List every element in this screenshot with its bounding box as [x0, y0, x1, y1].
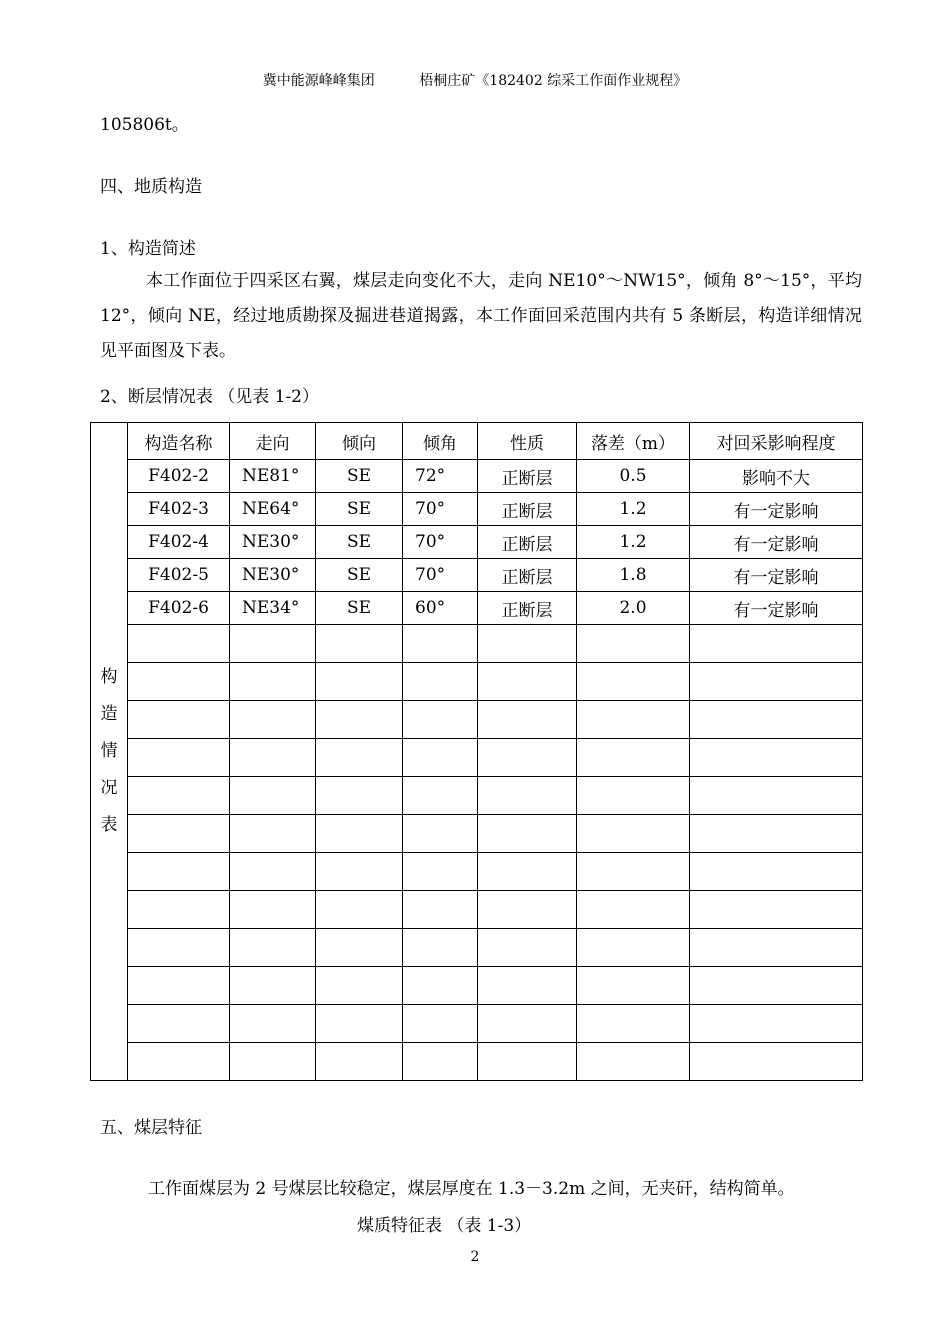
cell-strike: NE34°: [230, 592, 316, 625]
empty-cell: [690, 1005, 863, 1043]
empty-table-row: [91, 891, 863, 929]
empty-cell: [478, 663, 577, 701]
empty-cell: [230, 739, 316, 777]
side-label-char: 情: [100, 741, 118, 761]
cell-structure-name: F402-2: [128, 460, 230, 493]
side-label-char: 构: [100, 667, 118, 687]
empty-cell: [577, 625, 690, 663]
empty-cell: [478, 853, 577, 891]
empty-table-row: [91, 929, 863, 967]
subsection-heading-structure: 1、构造简述: [100, 239, 196, 259]
table-row: [91, 526, 863, 559]
empty-cell: [128, 1005, 230, 1043]
empty-cell: [128, 929, 230, 967]
empty-cell: [230, 891, 316, 929]
empty-cell: [316, 701, 403, 739]
empty-cell: [230, 701, 316, 739]
empty-table-row: [91, 777, 863, 815]
empty-cell: [230, 663, 316, 701]
empty-cell: [316, 853, 403, 891]
empty-table-row: [91, 663, 863, 701]
empty-table-row: [91, 967, 863, 1005]
empty-cell: [690, 663, 863, 701]
empty-cell: [230, 853, 316, 891]
empty-cell: [690, 967, 863, 1005]
cell-dip-angle: 72°: [403, 460, 478, 493]
empty-cell: [577, 777, 690, 815]
fault-table: [90, 422, 863, 1081]
empty-cell: [128, 815, 230, 853]
cell-nature: 正断层: [478, 592, 577, 625]
cell-strike: NE30°: [230, 559, 316, 592]
empty-cell: [230, 1043, 316, 1081]
empty-cell: [128, 853, 230, 891]
cell-dip-direction: SE: [316, 493, 403, 526]
cell-dip-direction: SE: [316, 526, 403, 559]
empty-cell: [478, 739, 577, 777]
cell-dip-angle: 70°: [403, 493, 478, 526]
coal-seam-paragraph: 工作面煤层为 2 号煤层比较稳定，煤层厚度在 1.3－3.2m 之间，无夹矸，结构简单。: [148, 1179, 795, 1199]
col-header-throw: 落差（m）: [577, 423, 690, 460]
cell-throw: 2.0: [577, 592, 690, 625]
empty-cell: [577, 853, 690, 891]
empty-cell: [478, 625, 577, 663]
empty-cell: [230, 967, 316, 1005]
cell-impact: 有一定影响: [690, 559, 863, 592]
cell-strike: NE81°: [230, 460, 316, 493]
col-header-impact: 对回采影响程度: [690, 423, 863, 460]
empty-cell: [478, 777, 577, 815]
table-row: [91, 460, 863, 493]
cell-structure-name: F402-6: [128, 592, 230, 625]
empty-cell: [403, 663, 478, 701]
empty-cell: [403, 929, 478, 967]
side-label-char: 表: [100, 815, 118, 835]
empty-cell: [403, 1005, 478, 1043]
empty-cell: [577, 739, 690, 777]
empty-cell: [577, 663, 690, 701]
cell-dip-direction: SE: [316, 592, 403, 625]
empty-table-row: [91, 815, 863, 853]
empty-cell: [230, 625, 316, 663]
empty-cell: [128, 625, 230, 663]
empty-cell: [577, 1005, 690, 1043]
empty-cell: [316, 625, 403, 663]
cell-throw: 1.2: [577, 493, 690, 526]
empty-cell: [690, 853, 863, 891]
side-label-char: 造: [100, 704, 118, 724]
table-row: [91, 592, 863, 625]
empty-cell: [403, 967, 478, 1005]
col-header-structure-name: 构造名称: [128, 423, 230, 460]
empty-cell: [316, 815, 403, 853]
empty-cell: [316, 1005, 403, 1043]
empty-cell: [230, 815, 316, 853]
empty-cell: [690, 777, 863, 815]
empty-cell: [316, 739, 403, 777]
empty-cell: [403, 853, 478, 891]
empty-cell: [316, 929, 403, 967]
empty-cell: [403, 777, 478, 815]
continuation-text: 105806t。: [100, 115, 189, 135]
fault-table-side-label: [91, 423, 128, 1081]
empty-cell: [478, 891, 577, 929]
cell-dip-angle: 70°: [403, 559, 478, 592]
empty-table-row: [91, 1043, 863, 1081]
cell-nature: 正断层: [478, 559, 577, 592]
cell-structure-name: F402-4: [128, 526, 230, 559]
empty-cell: [577, 701, 690, 739]
cell-strike: NE64°: [230, 493, 316, 526]
empty-cell: [690, 815, 863, 853]
page-number: 2: [470, 1249, 480, 1265]
cell-impact: 影响不大: [690, 460, 863, 493]
empty-cell: [316, 777, 403, 815]
cell-throw: 1.8: [577, 559, 690, 592]
empty-cell: [478, 929, 577, 967]
empty-cell: [478, 1043, 577, 1081]
structure-paragraph: 本工作面位于四采区右翼，煤层走向变化不大，走向 NE10°～NW15°，倾角 8°～15°，平均 12°，倾向 NE，经过地质勘探及掘进巷道揭露，本工作面回采范围内共有 5 条断层，构造详细情况见平面图及下表。: [100, 271, 862, 361]
empty-cell: [128, 663, 230, 701]
empty-cell: [478, 967, 577, 1005]
empty-cell: [577, 967, 690, 1005]
cell-throw: 1.2: [577, 526, 690, 559]
col-header-dip-angle: 倾角: [403, 423, 478, 460]
cell-throw: 0.5: [577, 460, 690, 493]
fault-table-header-row: [91, 423, 863, 460]
empty-cell: [403, 1043, 478, 1081]
empty-cell: [316, 663, 403, 701]
empty-cell: [128, 891, 230, 929]
page-header: 冀中能源峰峰集团 梧桐庄矿《182402 综采工作面作业规程》: [262, 73, 688, 89]
section-heading-geology: 四、地质构造: [100, 177, 202, 197]
empty-cell: [403, 891, 478, 929]
subsection-heading-fault-table: 2、断层情况表 （见表 1-2）: [100, 387, 319, 407]
empty-cell: [478, 701, 577, 739]
empty-cell: [403, 739, 478, 777]
coal-quality-table-caption: 煤质特征表 （表 1-3）: [357, 1216, 532, 1236]
cell-nature: 正断层: [478, 460, 577, 493]
empty-table-row: [91, 625, 863, 663]
empty-table-row: [91, 1005, 863, 1043]
empty-cell: [128, 777, 230, 815]
cell-dip-angle: 70°: [403, 526, 478, 559]
section-heading-coal-seam: 五、煤层特征: [100, 1118, 202, 1138]
col-header-dip-direction: 倾向: [316, 423, 403, 460]
cell-dip-direction: SE: [316, 559, 403, 592]
empty-cell: [577, 815, 690, 853]
table-row: [91, 559, 863, 592]
cell-impact: 有一定影响: [690, 493, 863, 526]
table-row: [91, 493, 863, 526]
empty-cell: [403, 625, 478, 663]
empty-cell: [128, 967, 230, 1005]
empty-table-row: [91, 853, 863, 891]
empty-cell: [690, 701, 863, 739]
empty-cell: [230, 929, 316, 967]
empty-cell: [577, 929, 690, 967]
empty-cell: [690, 929, 863, 967]
side-label-char: 况: [100, 778, 118, 798]
empty-table-row: [91, 701, 863, 739]
empty-cell: [128, 1043, 230, 1081]
empty-cell: [690, 625, 863, 663]
cell-impact: 有一定影响: [690, 526, 863, 559]
empty-cell: [230, 1005, 316, 1043]
empty-cell: [316, 891, 403, 929]
empty-cell: [128, 739, 230, 777]
empty-cell: [690, 891, 863, 929]
empty-table-row: [91, 739, 863, 777]
empty-cell: [690, 739, 863, 777]
empty-cell: [478, 815, 577, 853]
cell-structure-name: F402-3: [128, 493, 230, 526]
empty-cell: [478, 1005, 577, 1043]
col-header-strike: 走向: [230, 423, 316, 460]
cell-structure-name: F402-5: [128, 559, 230, 592]
empty-cell: [577, 891, 690, 929]
cell-dip-angle: 60°: [403, 592, 478, 625]
cell-nature: 正断层: [478, 493, 577, 526]
empty-cell: [316, 1043, 403, 1081]
empty-cell: [577, 1043, 690, 1081]
cell-nature: 正断层: [478, 526, 577, 559]
empty-cell: [403, 701, 478, 739]
empty-cell: [690, 1043, 863, 1081]
empty-cell: [128, 701, 230, 739]
cell-strike: NE30°: [230, 526, 316, 559]
empty-cell: [403, 815, 478, 853]
cell-impact: 有一定影响: [690, 592, 863, 625]
empty-cell: [230, 777, 316, 815]
cell-dip-direction: SE: [316, 460, 403, 493]
empty-cell: [316, 967, 403, 1005]
col-header-nature: 性质: [478, 423, 577, 460]
